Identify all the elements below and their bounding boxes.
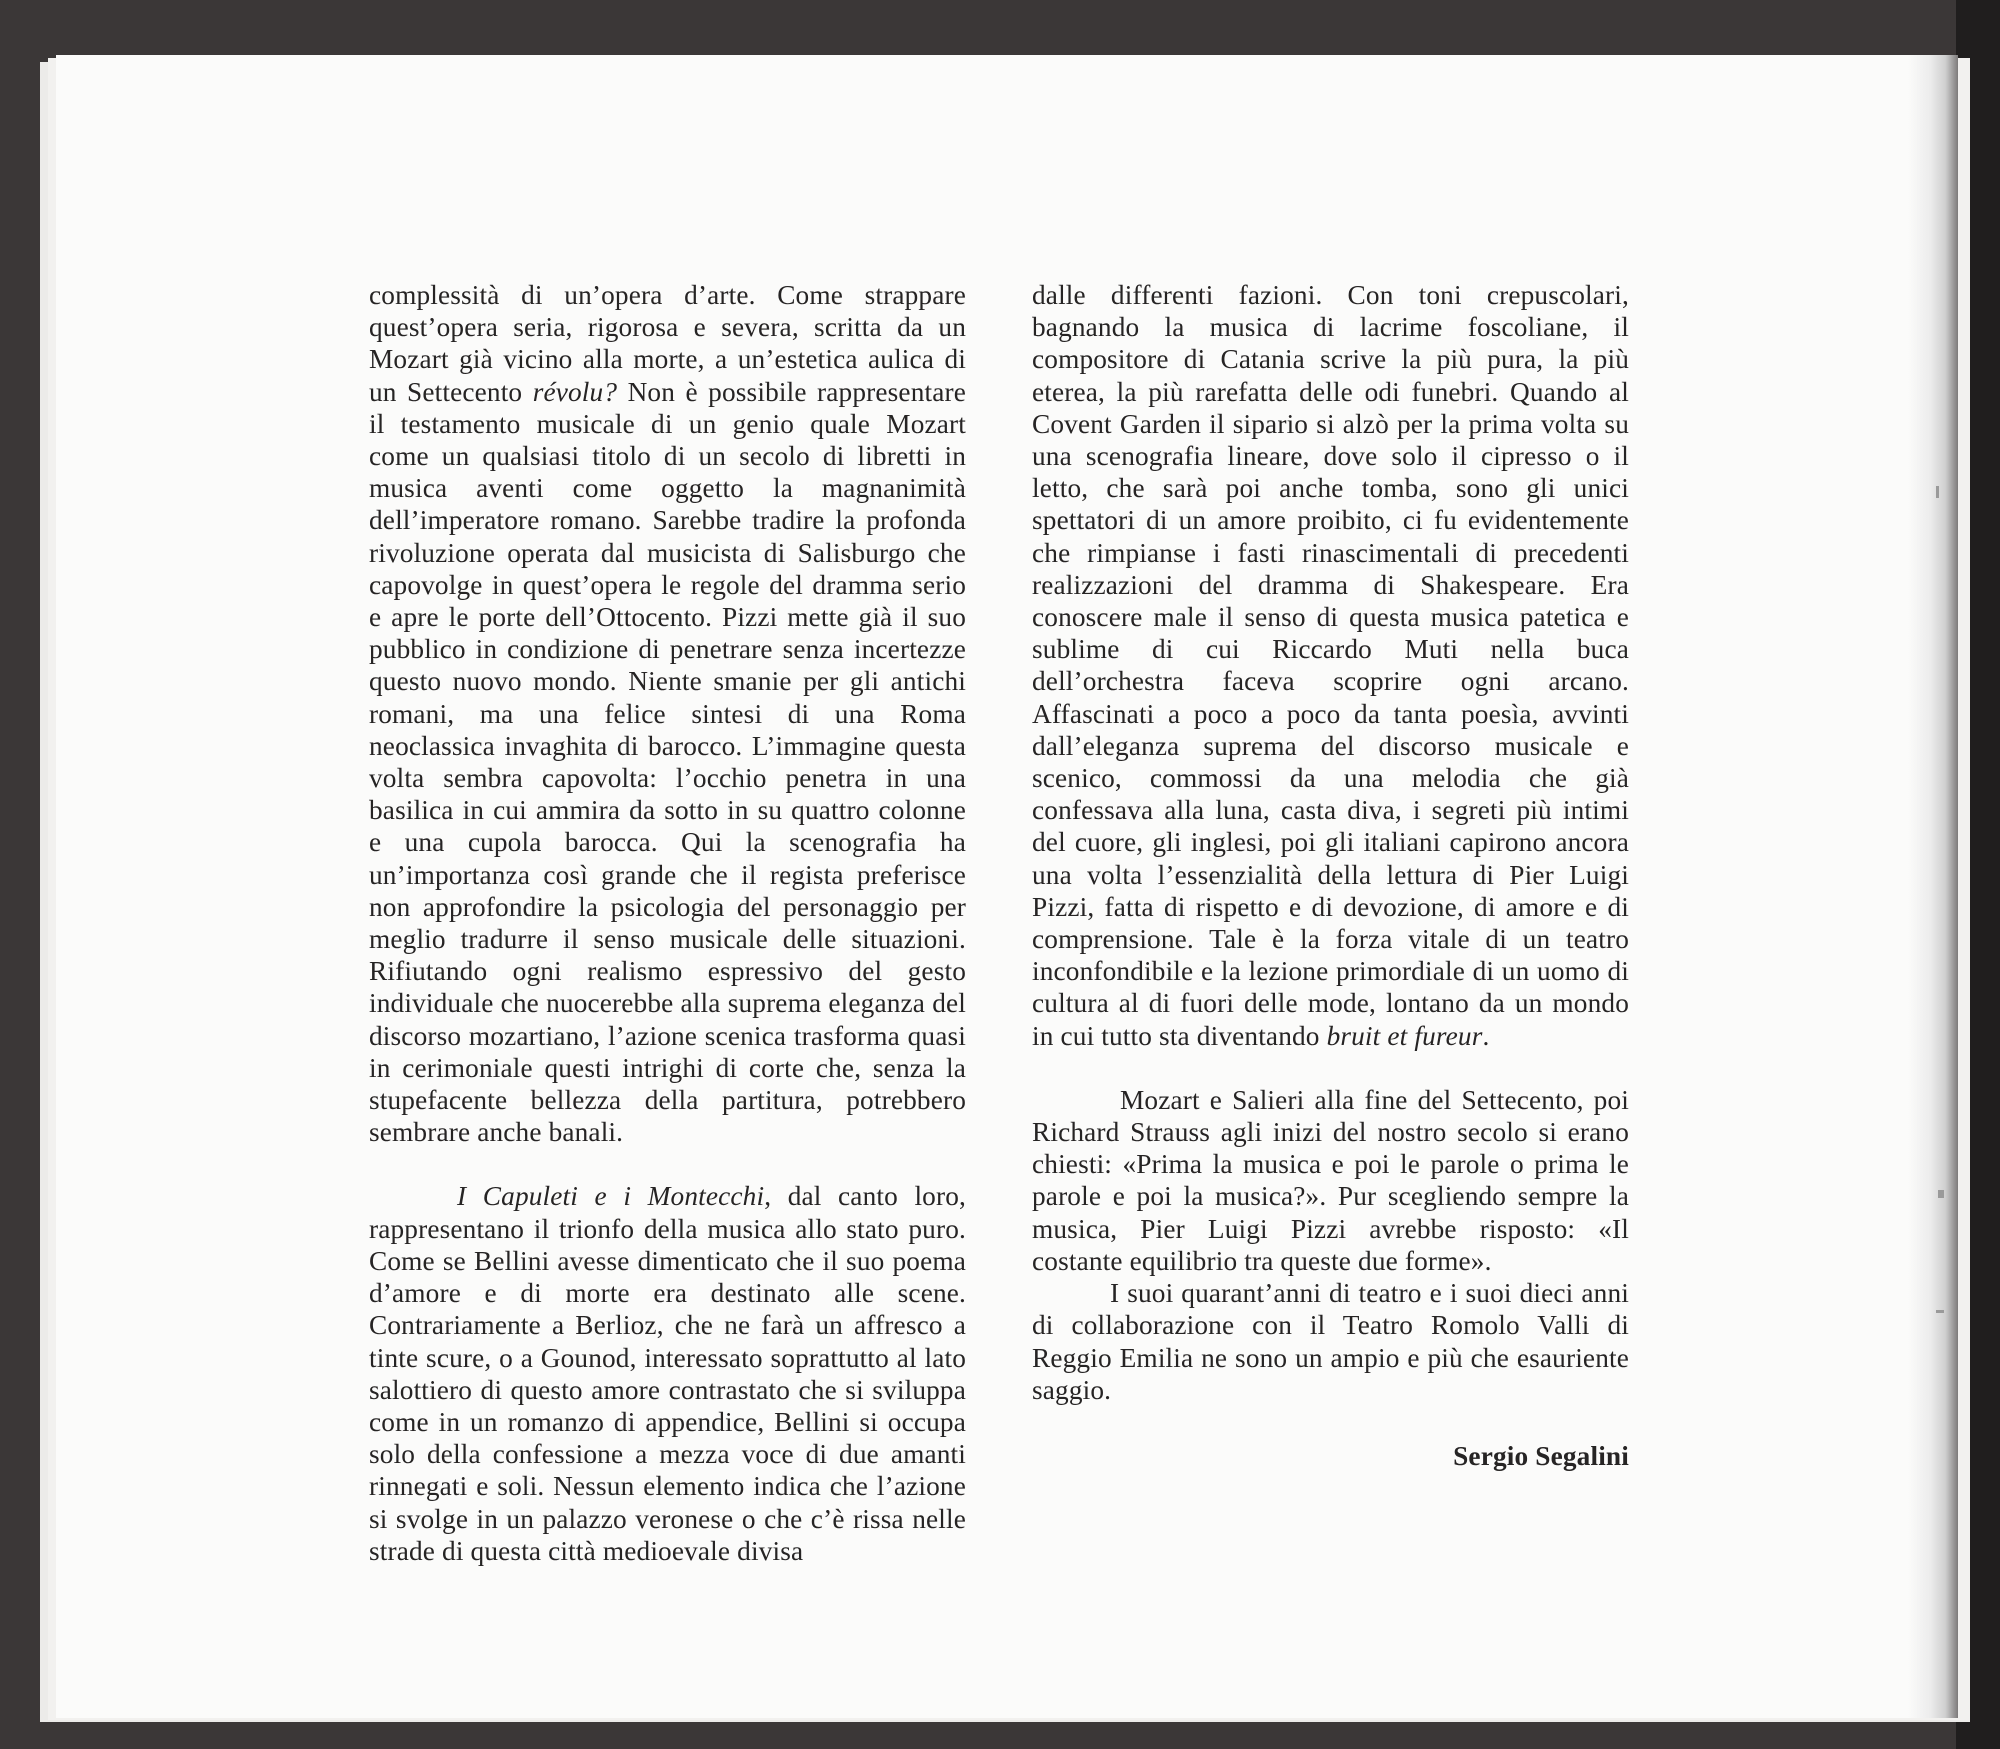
text-run: , dal canto loro, rappresentano il trionfo della musica allo stato puro. Come se Bellini avesse dimenticato che il suo poema d’amore e di morte era destinato alle scene. Contrariamente a Berlioz, che ne farà un affresco a tinte scure, o a Gounod, interessato soprattutto al lato salottiero di questo amore contrastato che si sviluppa come in un romanzo di appendice, Bellini si occupa solo della confessione a mezza voce di due amanti rinnegati e soli. Nessun elemento indica che l’azione si svolge in un palazzo veronese o che c’è rissa nelle strade di questa città medioevale divisa <box>369 1181 966 1566</box>
right-text-column <box>1032 279 1629 1472</box>
margin-tick <box>1936 486 1939 498</box>
paragraph: Mozart e Salieri alla fine del Settecento, poi Richard Strauss agli inizi del nostro secolo si erano chiesti: «Prima la musica e poi le parole o prima le parole e poi la musica?». Pur scegliendo sempre la musica, Pier Luigi Pizzi avrebbe risposto: «Il costante equilibrio tra queste due forme». <box>1032 1084 1629 1276</box>
italic-text: bruit et fureur <box>1326 1020 1483 1051</box>
page-gutter <box>1908 55 1958 1718</box>
margin-tick <box>1938 1190 1944 1198</box>
text-run: complessità di un’opera d’arte. Come strappare quest’opera seria, rigorosa e severa, scritta da un Mozart già vicino alla morte, a un’estetica aulica di un Settecento <box>369 280 966 407</box>
text-run: dalle differenti fazioni. Con toni crepuscolari, bagnando la musica di lacrime foscoliane, il compositore di Catania scrive la più pura, la più eterea, la più rarefatta delle odi funebri. Quando al Covent Garden il sipario si alzò per la prima volta su una scenografia lineare, dove solo il cipresso o il letto, che sarà poi anche tomba, sono gli unici spettatori di un amore proibito, ci fu evidentemente che rimpianse i fasti rinascimentali di precedenti realizzazioni del dramma di Shakespeare. Era conoscere male il senso di questa musica patetica e sublime di cui Riccardo Muti nella buca dell’orchestra faceva scoprire ogni arcano. Affascinati a poco a poco da tanta poesìa, avvinti dall’eleganza suprema del discorso musicale e scenico, commossi da una melodia che già confessava alla luna, casta diva, i segreti più intimi del cuore, gli inglesi, poi gli italiani capirono ancora una volta l’essenzialità della lettura di Pier Luigi Pizzi, fatta di rispetto e di devozione, di amore e di comprensione. Tale è la forza vitale di un teatro inconfondibile e la lezione primordiale di un uomo di cultura al di fuori delle mode, lontano da un mondo in cui tutto sta diventando <box>1032 280 1629 1051</box>
paragraph <box>369 1180 966 1566</box>
paragraph: I suoi quarant’anni di teatro e i suoi dieci anni di collaborazione con il Teatro Romolo Valli di Reggio Emilia ne sono un ampio e più che esauriente saggio. <box>1032 1278 1629 1405</box>
italic-title: I Capuleti e i Montecchi <box>457 1181 765 1212</box>
paragraph <box>1032 279 1629 1052</box>
author-signature: Sergio Segalini <box>1453 1440 1629 1471</box>
book-page <box>56 55 1956 1718</box>
margin-tick <box>1936 1310 1944 1313</box>
italic-text: révolu? <box>532 376 618 407</box>
text-run: . <box>1482 1020 1490 1051</box>
left-text-column <box>369 279 966 1567</box>
paragraph <box>369 279 966 1148</box>
text-run: Non è possibile rappresentare il testamento musicale di un genio quale Mozart come un qualsiasi titolo di un secolo di libretti in musica aventi come oggetto la magnanimità dell’imperatore romano. Sarebbe tradire la profonda rivoluzione operata dal musicista di Salisburgo che capovolge in quest’opera le regole del dramma serio e apre le porte dell’Ottocento. Pizzi mette già il suo pubblico in condizione di penetrare senza incertezze questo nuovo mondo. Niente smanie per gli antichi romani, ma una felice sintesi di una Roma neoclassica invaghita di barocco. L’immagine questa volta sembra capovolta: l’occhio penetra in una basilica in cui ammira da sotto in su quattro colonne e una cupola barocca. Qui la scenografia ha un’importanza così grande che il regista preferisce non approfondire la psicologia del personaggio per meglio tradurre il senso musicale delle situazioni. Rifiutando ogni realismo espressivo del gesto individuale che nuocerebbe alla suprema eleganza del discorso mozartiano, l’azione scenica trasforma quasi in cerimoniale questi intrighi di corte che, senza la stupefacente bellezza della partitura, potrebbero sembrare anche banali. <box>369 376 966 1148</box>
